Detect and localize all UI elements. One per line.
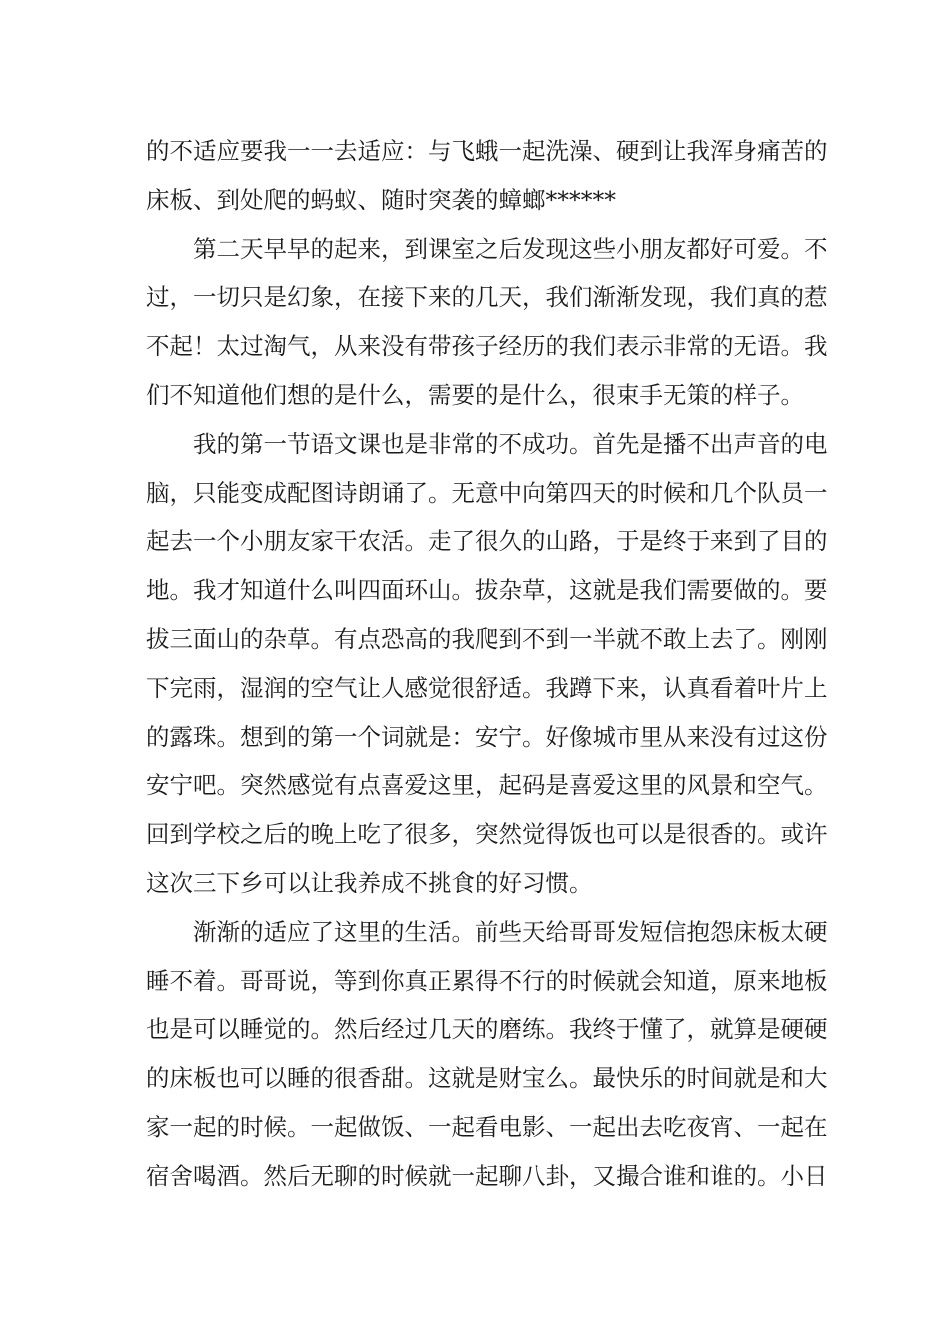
text-line: 地。我才知道什么叫四面环山。拔杂草，这就是我们需要做的。要 [146, 576, 828, 605]
paragraph-4 [146, 908, 828, 1201]
paragraph-1 [146, 127, 828, 225]
text-line: 不起！太过淘气，从来没有带孩子经历的我们表示非常的无语。我 [146, 332, 828, 361]
text-line: 安宁吧。突然感觉有点喜爱这里，起码是喜爱这里的风景和空气。 [146, 771, 828, 800]
text-line: 的不适应要我一一去适应：与飞蛾一起洗澡、硬到让我浑身痛苦的 [146, 137, 828, 165]
text-line: 睡不着。哥哥说，等到你真正累得不行的时候就会知道，原来地板 [146, 966, 828, 995]
text-line: 拔三面山的杂草。有点恐高的我爬到不到一半就不敢上去了。刚刚 [146, 624, 828, 653]
text-line: 家一起的时候。一起做饭、一起看电影、一起出去吃夜宵、一起在 [146, 1112, 828, 1141]
text-line: 第二天早早的起来，到课室之后发现这些小朋友都好可爱。不 [193, 234, 828, 263]
text-line: 渐渐的适应了这里的生活。前些天给哥哥发短信抱怨床板太硬 [193, 917, 828, 946]
text-line: 们不知道他们想的是什么，需要的是什么，很束手无策的样子。 [146, 380, 804, 409]
text-line: 下完雨，湿润的空气让人感觉很舒适。我蹲下来，认真看着叶片上 [146, 673, 828, 702]
text-line: 起去一个小朋友家干农活。走了很久的山路，于是终于来到了目的 [146, 527, 828, 556]
paragraph-3 [146, 420, 828, 908]
text-line: 过，一切只是幻象，在接下来的几天，我们渐渐发现，我们真的惹 [146, 283, 828, 312]
text-line: 的露珠。想到的第一个词就是：安宁。好像城市里从来没有过这份 [146, 722, 828, 751]
text-line: 回到学校之后的晚上吃了很多，突然觉得饭也可以是很香的。或许 [146, 820, 828, 849]
text-line: 脑，只能变成配图诗朗诵了。无意中向第四天的时候和几个队员一 [146, 478, 828, 507]
text-line: 也是可以睡觉的。然后经过几天的磨练。我终于懂了，就算是硬硬 [146, 1015, 828, 1044]
text-line: 这次三下乡可以让我养成不挑食的好习惯。 [146, 868, 593, 897]
text-line: 床板、到处爬的蚂蚁、随时突袭的蟑螂****** [146, 185, 616, 214]
text-line: 我的第一节语文课也是非常的不成功。首先是播不出声音的电 [193, 429, 828, 458]
body-text [146, 127, 828, 1201]
paragraph-2 [146, 225, 828, 420]
text-line: 宿舍喝酒。然后无聊的时候就一起聊八卦，又撮合谁和谁的。小日 [146, 1161, 828, 1190]
text-line: 的床板也可以睡的很香甜。这就是财宝么。最快乐的时间就是和大 [146, 1064, 828, 1093]
